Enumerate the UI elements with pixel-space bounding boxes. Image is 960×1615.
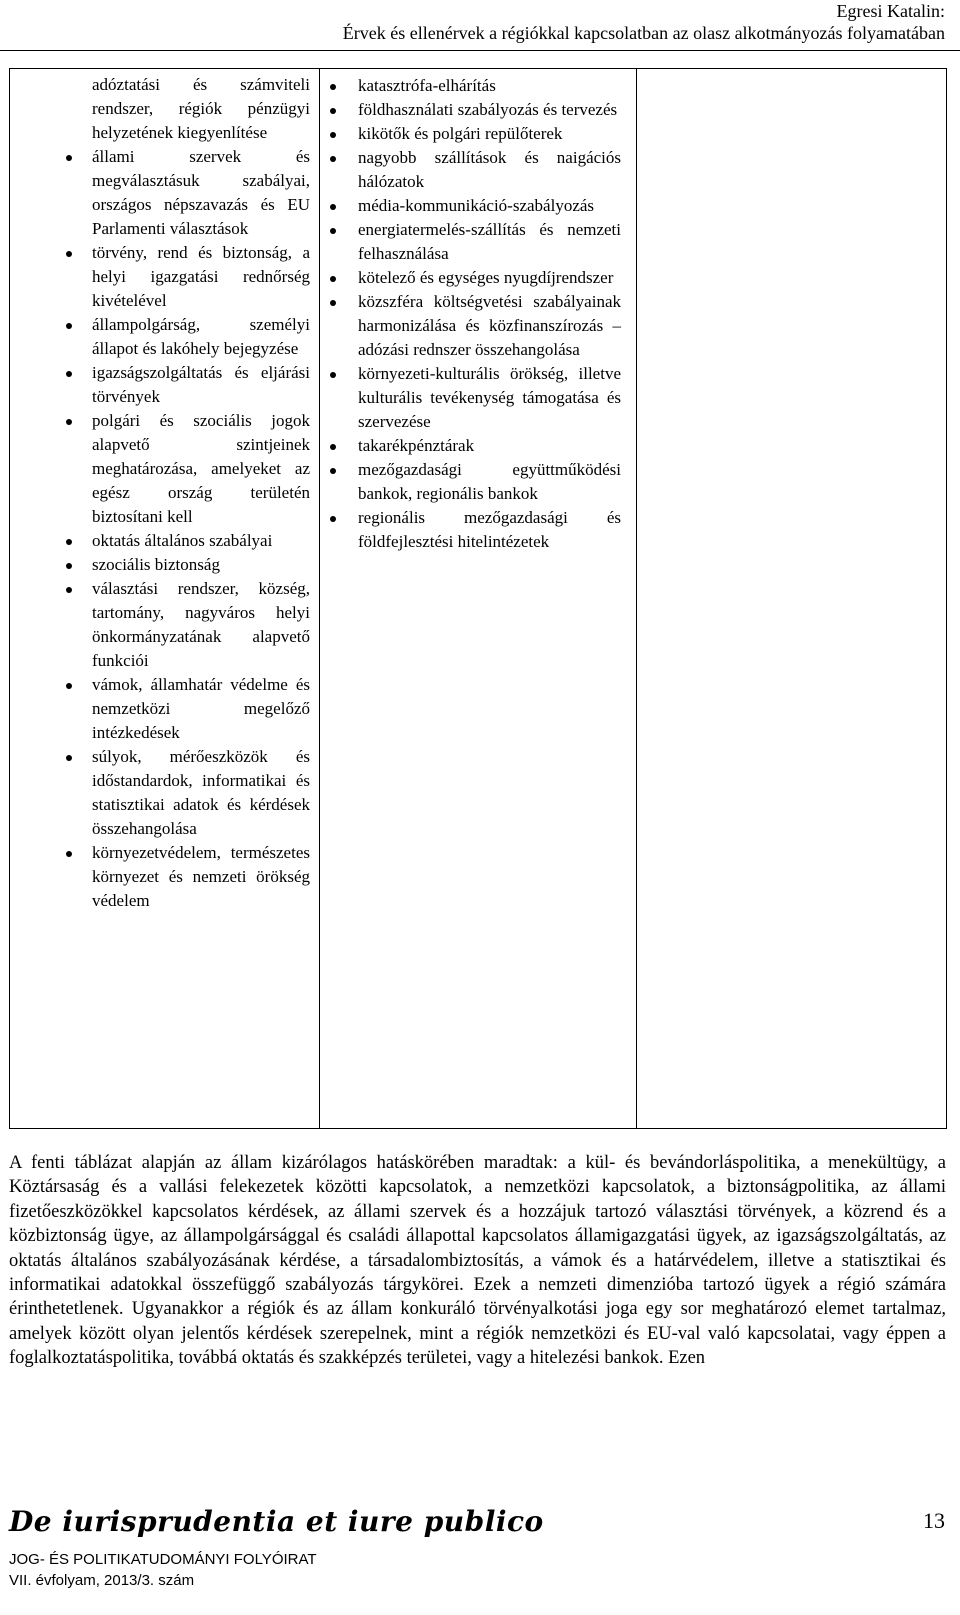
- list-item: szociális biztonság: [92, 553, 310, 577]
- list-item: média-kommunikáció-szabályozás: [358, 194, 621, 218]
- list-item: földhasználati szabályozás és tervezés: [358, 98, 621, 122]
- header-author: Egresi Katalin:: [836, 1, 945, 21]
- list-item: környezetvédelem, természetes környezet és nemzeti örökség védelem: [92, 841, 310, 913]
- table-column-3-empty: [637, 69, 947, 1129]
- list-item: adóztatási és számviteli rendszer, régiók pénzügyi helyzetének kiegyenlítése: [92, 75, 310, 142]
- column-2-list: [320, 69, 636, 554]
- list-item: választási rendszer, község, tartomány, nagyváros helyi önkormányzatának alapvető funkciói: [92, 577, 310, 673]
- list-item: környezeti-kulturális örökség, illetve kulturális tevékenység támogatása és szervezése: [358, 362, 621, 434]
- list-item: igazságszolgáltatás és eljárási törvények: [92, 361, 310, 409]
- list-item: regionális mezőgazdasági és földfejlesztési hitelintézetek: [358, 506, 621, 554]
- list-item: törvény, rend és biztonság, a helyi igazgatási rednőrség kivételével: [92, 241, 310, 313]
- journal-volume: VII. évfolyam, 2013/3. szám: [9, 1572, 195, 1589]
- list-item: közszféra költségvetési szabályainak harmonizálása és közfinanszírozás – adózási rednszer összehangolása: [358, 290, 621, 362]
- table-column-1: [10, 69, 320, 1129]
- list-item: vámok, államhatár védelme és nemzetközi megelőző intézkedések: [92, 673, 310, 745]
- list-item: nagyobb szállítások és naigációs hálózatok: [358, 146, 621, 194]
- column-1-list: [10, 69, 319, 913]
- list-item: kötelező és egységes nyugdíjrendszer: [358, 266, 621, 290]
- competence-table: [9, 68, 947, 1129]
- page-number: 13: [923, 1508, 945, 1533]
- header-title: Érvek és ellenérvek a régiókkal kapcsolatban az olasz alkotmányozás folyamatában: [342, 23, 945, 43]
- list-item: kikötők és polgári repülőterek: [358, 122, 621, 146]
- running-header: [343, 0, 945, 44]
- body-paragraph: A fenti táblázat alapján az állam kizárólagos hatáskörében maradtak: a kül- és bevándorláspolitika, a menekültügy, a Köztársaság és a vallási felekezetek közötti kapcsolatok, a nemzetközi kapcsolatok, a biztonságpolitika, az állami fizetőeszközökkel kapcsolatos kérdések, az állami szervek és a hozzájuk tartozó választási törvények, a közrend és a közbiztonság ügye, az állampolgársággal és családi állapottal kapcsolatos államigazgatási ügyek, az igazságszolgáltatás, az oktatás általános szabályozásának kérdése, a társadalombiztosítás, a vámok és a határvédelem, illetve a statisztikai és informatikai adatokkal összefüggő szabályozás tárgykörei. Ezek a nemzeti dimenzióba tartozó ügyek a régió számára érinthetetlenek. Ugyanakkor a régiók és az állam konkuráló törvényalkotási joga egy sor meghatározó elemet tartalmaz, amelyek között olyan jelentős kérdések szerepelnek, mint a régiók nemzetközi és EU-val való kapcsolatai, vagy éppen a foglalkoztatáspolitika, továbbá oktatás és szakképzés területei, vagy a hitelezési bankok. Ezen: [9, 1153, 946, 1369]
- list-item: állami szervek és megválasztásuk szabályai, országos népszavazás és EU Parlamenti választások: [92, 145, 310, 241]
- journal-subtitle: JOG- ÉS POLITIKATUDOMÁNYI FOLYÓIRAT: [9, 1551, 317, 1568]
- list-item: katasztrófa-elhárítás: [358, 74, 621, 98]
- list-item: súlyok, mérőeszközök és időstandardok, informatikai és statisztikai adatok és kérdések összehangolása: [92, 745, 310, 841]
- header-rule: [0, 50, 960, 51]
- list-item: mezőgazdasági együttműködési bankok, regionális bankok: [358, 458, 621, 506]
- list-item: oktatás általános szabályai: [92, 529, 310, 553]
- list-item: polgári és szociális jogok alapvető szintjeinek meghatározása, amelyeket az egész ország területén biztosítani kell: [92, 409, 310, 529]
- list-item: állampolgárság, személyi állapot és lakóhely bejegyzése: [92, 313, 310, 361]
- list-item: energiatermelés-szállítás és nemzeti felhasználása: [358, 218, 621, 266]
- journal-title: De iurisprudentia et iure publico: [9, 1505, 544, 1538]
- list-item: takarékpénztárak: [358, 434, 621, 458]
- table-column-2: [320, 69, 637, 1129]
